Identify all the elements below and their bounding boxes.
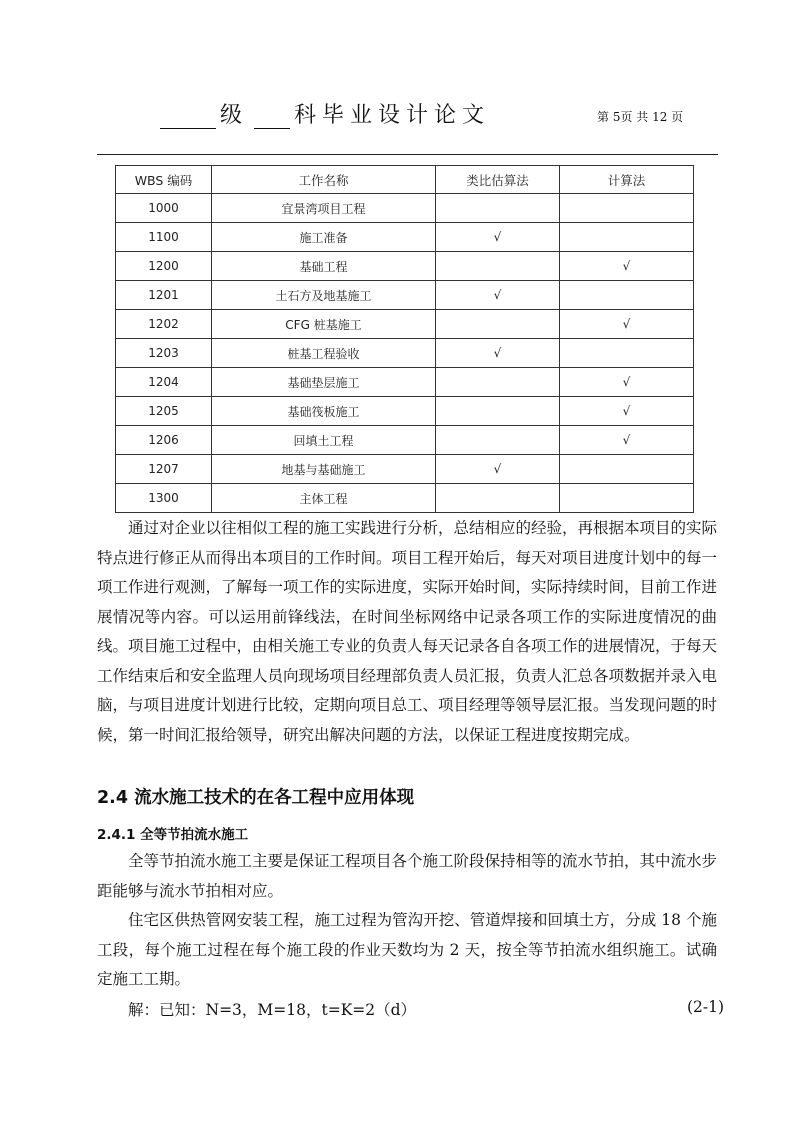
- wbs-code-cell: 1201: [116, 281, 212, 310]
- work-name-cell: 回填土工程: [212, 426, 436, 455]
- analogy-check-cell: √: [436, 281, 560, 310]
- title-part-thesis: 科毕业设计论文: [294, 103, 491, 128]
- analogy-check-cell: √: [436, 339, 560, 368]
- analogy-check-cell: [436, 426, 560, 455]
- work-name-cell: 基础筏板施工: [212, 397, 436, 426]
- page-header: [0, 96, 793, 136]
- calc-check-cell: [560, 281, 694, 310]
- page-info: 第 5页 共 12 页: [597, 110, 684, 124]
- table-row: [116, 194, 694, 223]
- work-name-cell: 主体工程: [212, 484, 436, 513]
- analogy-check-cell: √: [436, 455, 560, 484]
- table-row: [116, 281, 694, 310]
- analogy-check-cell: [436, 397, 560, 426]
- subsection-heading: 2.4.1 全等节拍流水施工: [97, 827, 249, 843]
- calc-check-cell: [560, 194, 694, 223]
- work-name-cell: 施工准备: [212, 223, 436, 252]
- table-row: [116, 455, 694, 484]
- table-row: [116, 310, 694, 339]
- table-row: [116, 252, 694, 281]
- table-row: [116, 397, 694, 426]
- work-name-cell: 土石方及地基施工: [212, 281, 436, 310]
- table-row: [116, 368, 694, 397]
- calc-check-cell: √: [560, 310, 694, 339]
- table-header-row: [116, 166, 694, 194]
- wbs-table: [115, 165, 694, 513]
- wbs-code-cell: 1206: [116, 426, 212, 455]
- calc-check-cell: √: [560, 426, 694, 455]
- section-heading: 2.4 流水施工技术的在各工程中应用体现: [97, 788, 415, 808]
- work-name-cell: 宜景湾项目工程: [212, 194, 436, 223]
- wbs-code-cell: 1203: [116, 339, 212, 368]
- column-header-wbs-code: WBS 编码: [116, 166, 212, 194]
- wbs-code-cell: 1200: [116, 252, 212, 281]
- column-header-work-name: 工作名称: [212, 166, 436, 194]
- calc-check-cell: [560, 223, 694, 252]
- table-row: [116, 426, 694, 455]
- table-row: [116, 339, 694, 368]
- analogy-check-cell: [436, 368, 560, 397]
- thesis-title: [160, 98, 490, 129]
- table-row: [116, 484, 694, 513]
- analogy-check-cell: [436, 484, 560, 513]
- calc-check-cell: [560, 455, 694, 484]
- work-name-cell: 桩基工程验收: [212, 339, 436, 368]
- paragraph-equal-rhythm: 全等节拍流水施工主要是保证工程项目各个施工阶段保持相等的流水节拍，其中流水步距能够与流水节拍相对应。: [97, 852, 718, 900]
- wbs-code-cell: 1000: [116, 194, 212, 223]
- calc-check-cell: [560, 484, 694, 513]
- wbs-code-cell: 1100: [116, 223, 212, 252]
- wbs-code-cell: 1300: [116, 484, 212, 513]
- paragraph-example-problem: 住宅区供热管网安装工程，施工过程为管沟开挖、管道焊接和回填土方，分成 18 个施工段，每个施工过程在每个施工段的作业天数均为 2 天，按全等节拍流水组织施工。试确定施工工期。: [97, 911, 717, 988]
- wbs-code-cell: 1204: [116, 368, 212, 397]
- column-header-analogy-method: 类比估算法: [436, 166, 560, 194]
- body-paragraph-block-1: [97, 514, 717, 750]
- title-part-grade: 级: [220, 103, 249, 128]
- wbs-code-cell: 1202: [116, 310, 212, 339]
- wbs-code-cell: 1205: [116, 397, 212, 426]
- calc-check-cell: √: [560, 397, 694, 426]
- header-rule: [97, 154, 718, 155]
- analogy-check-cell: [436, 194, 560, 223]
- calc-check-cell: √: [560, 252, 694, 281]
- calc-check-cell: √: [560, 368, 694, 397]
- paragraph-progress-method: 通过对企业以往相似工程的施工实践进行分析，总结相应的经验，再根据本项目的实际特点进行修正从而得出本项目的工作时间。项目工程开始后，每天对项目进度计划中的每一项工作进行观测，了解每一项工作的实际进度，实际开始时间，实际持续时间，目前工作进展情况等内容。可以运用前锋线法，在时间坐标网络中记录各项工作的实际进度情况的曲线。项目施工过程中，由相关施工专业的负责人每天记录各自各项工作的进展情况，于每天工作结束后和安全监理人员向现场项目经理部负责人员汇报，负责人汇总各项数据并录入电脑，与项目进度计划进行比较，定期向项目总工、项目经理等领导层汇报。当发现问题的时候，第一时间汇报给领导，研究出解决问题的方法，以保证工程进度按期完成。: [97, 519, 718, 744]
- equation-number: (2-1): [687, 998, 725, 1016]
- calc-check-cell: [560, 339, 694, 368]
- analogy-check-cell: [436, 252, 560, 281]
- work-name-cell: 地基与基础施工: [212, 455, 436, 484]
- body-paragraph-block-2: [97, 847, 717, 995]
- work-name-cell: 基础工程: [212, 252, 436, 281]
- table-row: [116, 223, 694, 252]
- work-name-cell: CFG 桩基施工: [212, 310, 436, 339]
- wbs-code-cell: 1207: [116, 455, 212, 484]
- equation-text: 解：已知：N=3，M=18，t=K=2（d）: [128, 1001, 417, 1019]
- grade-blank: [160, 106, 216, 129]
- column-header-calc-method: 计算法: [560, 166, 694, 194]
- analogy-check-cell: √: [436, 223, 560, 252]
- major-blank: [254, 106, 290, 129]
- work-name-cell: 基础垫层施工: [212, 368, 436, 397]
- analogy-check-cell: [436, 310, 560, 339]
